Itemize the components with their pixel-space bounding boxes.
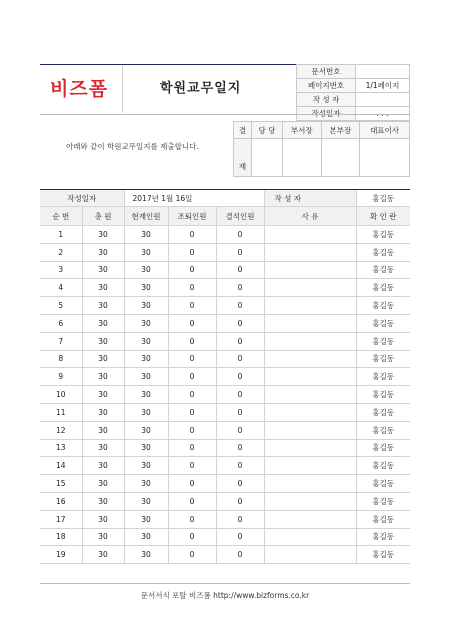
table-cell: 30	[82, 475, 124, 493]
table-cell: 30	[82, 492, 124, 510]
table-cell: 홍길동	[356, 314, 410, 332]
column-header: 결석인원	[216, 207, 264, 226]
table-cell: 0	[216, 368, 264, 386]
table-row	[40, 332, 410, 350]
approval-label-top: 결	[234, 122, 252, 139]
table-row	[40, 528, 410, 546]
document-meta-table	[296, 64, 410, 121]
table-cell: 30	[124, 421, 168, 439]
table-cell: 0	[168, 457, 216, 475]
table-cell: 0	[216, 261, 264, 279]
column-header: 사 유	[264, 207, 356, 226]
table-row	[40, 243, 410, 261]
table-row	[40, 368, 410, 386]
table-cell	[264, 243, 356, 261]
table-cell: 0	[216, 546, 264, 564]
table-cell: 0	[168, 243, 216, 261]
approval-role: 대표이사	[360, 122, 410, 139]
table-cell: 30	[124, 528, 168, 546]
table-cell: 30	[82, 403, 124, 421]
table-cell: 0	[168, 332, 216, 350]
table-cell: 30	[124, 314, 168, 332]
table-cell: 홍길동	[356, 332, 410, 350]
table-cell: 홍길동	[356, 226, 410, 244]
table-cell: 홍길동	[356, 457, 410, 475]
meta-value	[356, 93, 410, 107]
table-cell: 0	[216, 297, 264, 315]
header-bottom-rule	[40, 114, 410, 115]
table-cell	[264, 386, 356, 404]
meta-row	[297, 93, 410, 107]
table-cell: 30	[82, 279, 124, 297]
table-row	[40, 457, 410, 475]
approval-role: 부서장	[282, 122, 321, 139]
table-cell: 30	[124, 457, 168, 475]
table-row	[40, 261, 410, 279]
table-cell: 9	[40, 368, 82, 386]
signature-box	[282, 139, 321, 177]
attendance-table	[40, 190, 410, 564]
table-cell: 1	[40, 226, 82, 244]
table-cell: 0	[168, 261, 216, 279]
signature-box	[252, 139, 283, 177]
meta-label: 문서번호	[297, 65, 356, 79]
table-cell: 11	[40, 403, 82, 421]
table-cell	[264, 475, 356, 493]
table-cell: 0	[216, 314, 264, 332]
table-cell: 30	[82, 226, 124, 244]
table-cell: 6	[40, 314, 82, 332]
table-cell: 0	[168, 546, 216, 564]
table-cell	[264, 279, 356, 297]
table-cell: 30	[124, 439, 168, 457]
table-cell: 0	[168, 439, 216, 457]
column-header: 조퇴인원	[168, 207, 216, 226]
table-cell	[264, 492, 356, 510]
table-cell: 홍길동	[356, 350, 410, 368]
table-cell	[264, 332, 356, 350]
meta-value: . . .	[356, 107, 410, 121]
table-cell: 30	[124, 297, 168, 315]
table-cell: 0	[216, 386, 264, 404]
table-cell: 홍길동	[356, 546, 410, 564]
column-header: 확 인 란	[356, 207, 410, 226]
table-cell	[264, 226, 356, 244]
table-cell: 30	[82, 332, 124, 350]
table-cell: 홍길동	[356, 243, 410, 261]
table-cell: 홍길동	[356, 421, 410, 439]
table-cell: 0	[216, 243, 264, 261]
intro-text: 아래와 같이 학원교무일지를 제출합니다.	[66, 142, 199, 151]
table-row	[40, 314, 410, 332]
table-cell	[264, 297, 356, 315]
table-cell: 홍길동	[356, 492, 410, 510]
column-header: 현재인원	[124, 207, 168, 226]
table-cell: 0	[168, 403, 216, 421]
table-row	[40, 297, 410, 315]
table-cell: 30	[124, 510, 168, 528]
table-cell: 30	[82, 421, 124, 439]
table-cell: 7	[40, 332, 82, 350]
table-cell	[264, 368, 356, 386]
table-cell: 0	[168, 314, 216, 332]
table-cell: 0	[216, 279, 264, 297]
table-cell: 홍길동	[356, 279, 410, 297]
table-cell	[264, 457, 356, 475]
table-cell: 0	[216, 332, 264, 350]
table-cell: 30	[82, 261, 124, 279]
date-label: 작성일자	[40, 190, 124, 207]
table-cell: 30	[82, 386, 124, 404]
meta-label: 페이지번호	[297, 79, 356, 93]
table-cell	[264, 403, 356, 421]
table-cell: 30	[82, 439, 124, 457]
table-cell: 13	[40, 439, 82, 457]
table-cell: 0	[216, 421, 264, 439]
column-header: 총 원	[82, 207, 124, 226]
table-cell: 30	[124, 386, 168, 404]
table-cell	[264, 528, 356, 546]
info-row	[40, 190, 410, 207]
approval-label-bottom: 재	[234, 139, 252, 177]
meta-label: 작성일자	[297, 107, 356, 121]
table-cell: 30	[82, 350, 124, 368]
table-cell: 0	[216, 528, 264, 546]
table-cell	[264, 261, 356, 279]
table-cell: 4	[40, 279, 82, 297]
table-cell: 17	[40, 510, 82, 528]
table-cell: 2	[40, 243, 82, 261]
table-cell: 30	[124, 403, 168, 421]
table-cell: 홍길동	[356, 261, 410, 279]
table-cell	[264, 350, 356, 368]
table-cell: 30	[82, 368, 124, 386]
signature-box	[360, 139, 410, 177]
table-cell: 홍길동	[356, 368, 410, 386]
date-value: 2017년 1월 16일	[124, 190, 264, 207]
signature-box	[321, 139, 360, 177]
table-row	[40, 386, 410, 404]
author-value: 홍길동	[356, 190, 410, 207]
table-cell: 홍길동	[356, 439, 410, 457]
table-cell: 15	[40, 475, 82, 493]
table-row	[40, 421, 410, 439]
table-cell: 0	[216, 226, 264, 244]
table-cell: 5	[40, 297, 82, 315]
table-row	[40, 350, 410, 368]
table-cell: 홍길동	[356, 475, 410, 493]
table-cell: 0	[168, 528, 216, 546]
table-cell	[264, 510, 356, 528]
table-cell: 홍길동	[356, 386, 410, 404]
table-header-row	[40, 207, 410, 226]
table-cell: 10	[40, 386, 82, 404]
table-cell: 30	[124, 368, 168, 386]
table-cell: 0	[168, 386, 216, 404]
table-cell	[264, 314, 356, 332]
table-cell: 0	[168, 510, 216, 528]
table-cell: 홍길동	[356, 403, 410, 421]
table-row	[40, 510, 410, 528]
table-cell: 홍길동	[356, 297, 410, 315]
table-cell: 30	[124, 243, 168, 261]
approval-role: 본부장	[321, 122, 360, 139]
table-cell: 홍길동	[356, 510, 410, 528]
table-cell: 0	[216, 510, 264, 528]
table-cell: 0	[168, 350, 216, 368]
meta-row	[297, 65, 410, 79]
column-header: 순 번	[40, 207, 82, 226]
table-cell: 30	[82, 314, 124, 332]
footer-rule	[40, 583, 410, 584]
table-cell: 30	[124, 226, 168, 244]
table-row	[40, 546, 410, 564]
table-cell: 0	[216, 350, 264, 368]
approval-table	[233, 121, 410, 177]
table-row	[40, 439, 410, 457]
table-cell: 30	[82, 510, 124, 528]
meta-label: 작 성 자	[297, 93, 356, 107]
table-row	[40, 492, 410, 510]
table-cell: 0	[168, 279, 216, 297]
table-cell: 0	[216, 403, 264, 421]
table-cell: 30	[82, 243, 124, 261]
table-row	[40, 279, 410, 297]
meta-value: 1/1페이지	[356, 79, 410, 93]
meta-row	[297, 79, 410, 93]
table-cell: 14	[40, 457, 82, 475]
table-cell: 8	[40, 350, 82, 368]
table-cell: 16	[40, 492, 82, 510]
table-cell: 0	[168, 421, 216, 439]
table-cell: 홍길동	[356, 528, 410, 546]
document-title: 학원교무일지	[160, 81, 242, 96]
table-cell: 0	[216, 457, 264, 475]
table-cell: 19	[40, 546, 82, 564]
table-cell: 30	[124, 332, 168, 350]
table-cell: 30	[124, 492, 168, 510]
table-row	[40, 475, 410, 493]
table-cell: 0	[216, 439, 264, 457]
table-cell: 30	[124, 350, 168, 368]
approval-role: 담 당	[252, 122, 283, 139]
table-cell: 30	[124, 279, 168, 297]
footer-text: 문서서식 포탈 비즈폼 http://www.bizforms.co.kr	[140, 591, 310, 600]
table-cell: 3	[40, 261, 82, 279]
table-cell: 30	[124, 261, 168, 279]
table-cell: 18	[40, 528, 82, 546]
table-cell	[264, 439, 356, 457]
table-cell: 30	[82, 457, 124, 475]
table-cell: 0	[168, 492, 216, 510]
table-cell	[264, 421, 356, 439]
author-label: 작 성 자	[264, 190, 356, 207]
table-cell: 30	[82, 546, 124, 564]
table-cell: 30	[82, 297, 124, 315]
table-row	[40, 226, 410, 244]
meta-value	[356, 65, 410, 79]
table-cell: 0	[168, 226, 216, 244]
table-cell: 0	[168, 475, 216, 493]
logo: 비즈폼	[50, 78, 109, 100]
table-row	[40, 403, 410, 421]
table-cell: 30	[82, 528, 124, 546]
table-cell: 0	[168, 297, 216, 315]
table-cell: 12	[40, 421, 82, 439]
table-cell: 30	[124, 475, 168, 493]
table-cell: 0	[216, 492, 264, 510]
header-divider	[122, 66, 123, 113]
table-cell: 0	[168, 368, 216, 386]
table-cell: 0	[216, 475, 264, 493]
table-cell	[264, 546, 356, 564]
table-cell: 30	[124, 546, 168, 564]
